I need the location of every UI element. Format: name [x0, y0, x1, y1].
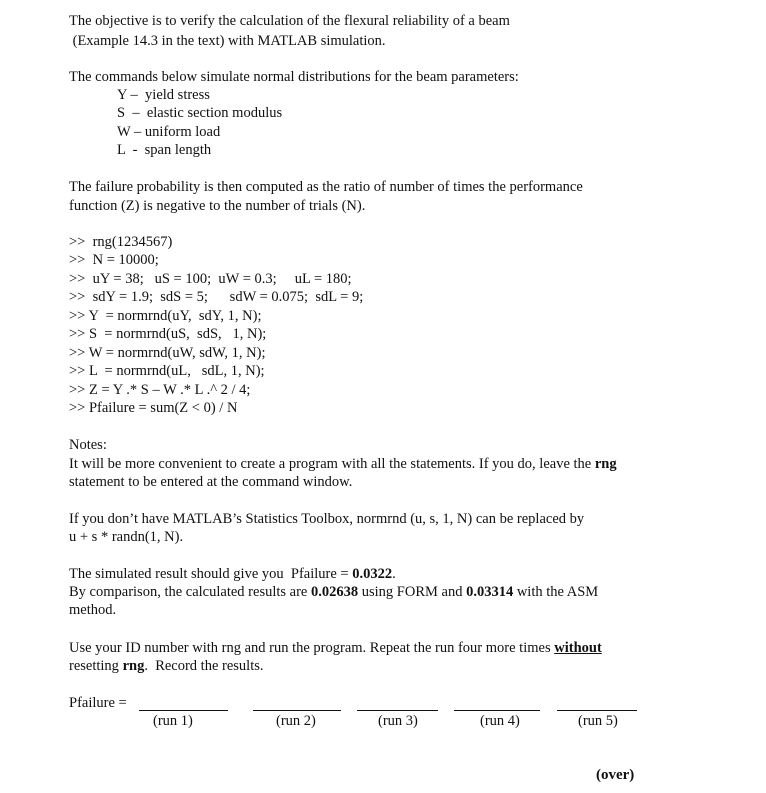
- run-3-label: (run 3): [378, 713, 418, 729]
- code-line: >> uY = 38; uS = 100; uW = 0.3; uL = 180;: [69, 271, 352, 287]
- param-span-length: L - span length: [117, 142, 212, 158]
- code-line: >> W = normrnd(uW, sdW, 1, N);: [69, 345, 266, 361]
- notes-heading: Notes:: [69, 437, 107, 453]
- run-2-label: (run 2): [276, 713, 316, 729]
- result-line-2-mid: using FORM and: [358, 584, 467, 600]
- intro-line-2: (Example 14.3 in the text) with MATLAB simulation.: [69, 33, 386, 49]
- without-underlined: without: [554, 640, 602, 656]
- result-line-1-text: The simulated result should give you Pfailure =: [69, 566, 353, 582]
- run-5-label: (run 5): [578, 713, 618, 729]
- code-line: >> N = 10000;: [69, 252, 159, 268]
- result-line-3: method.: [69, 602, 117, 618]
- instructions-line-1-text: Use your ID number with rng and run the program. Repeat the run four more times: [69, 640, 555, 656]
- pfailure-label: Pfailure =: [69, 695, 127, 711]
- run-1-blank[interactable]: [139, 710, 228, 711]
- code-line: >> S = normrnd(uS, sdS, 1, N);: [69, 326, 267, 342]
- code-line: >> Pfailure = sum(Z < 0) / N: [69, 400, 238, 416]
- failure-text-line-1: The failure probability is then computed as the ratio of number of times the performance: [69, 179, 583, 195]
- run-4-blank[interactable]: [454, 710, 540, 711]
- commands-intro: The commands below simulate normal distributions for the beam parameters:: [69, 69, 519, 85]
- run-2-blank[interactable]: [253, 710, 341, 711]
- instructions-rng-bold: rng: [122, 658, 145, 674]
- pfailure-expected-value: 0.0322: [352, 566, 393, 582]
- code-line: >> L = normrnd(uL, sdL, 1, N);: [69, 363, 265, 379]
- result-line-1-period: .: [392, 566, 396, 582]
- code-line: >> sdY = 1.9; sdS = 5; sdW = 0.075; sdL = 9;: [69, 289, 364, 305]
- run-3-blank[interactable]: [357, 710, 438, 711]
- instructions-line-2-text: resetting: [69, 658, 123, 674]
- failure-text-line-2: function (Z) is negative to the number of trials (N).: [69, 198, 366, 214]
- code-line: >> rng(1234567): [69, 234, 173, 250]
- param-yield-stress: Y – yield stress: [117, 87, 210, 103]
- instructions-line-2-end: . Record the results.: [144, 658, 264, 674]
- param-section-modulus: S – elastic section modulus: [117, 105, 283, 121]
- result-line-2-text: By comparison, the calculated results are: [69, 584, 311, 600]
- instructions-line-2: [69, 657, 264, 675]
- result-line-2: [69, 583, 598, 601]
- toolbox-line-1: If you don’t have MATLAB’s Statistics Toolbox, normrnd (u, s, 1, N) can be replaced by: [69, 511, 585, 527]
- code-line: >> Z = Y .* S – W .* L .^ 2 / 4;: [69, 382, 251, 398]
- intro-line-1: The objective is to verify the calculation of the flexural reliability of a beam: [69, 13, 510, 29]
- notes-line-1: [69, 455, 617, 473]
- notes-line-2: statement to be entered at the command window.: [69, 474, 353, 490]
- over-note: (over): [596, 767, 635, 783]
- notes-rng-bold: rng: [594, 456, 617, 472]
- run-5-blank[interactable]: [557, 710, 637, 711]
- code-line: >> Y = normrnd(uY, sdY, 1, N);: [69, 308, 262, 324]
- run-4-label: (run 4): [480, 713, 520, 729]
- form-value: 0.02638: [310, 584, 359, 600]
- param-uniform-load: W – uniform load: [117, 124, 221, 140]
- result-line-1: [69, 565, 396, 583]
- notes-line-1-text: It will be more convenient to create a program with all the statements. If you do, leave the: [69, 456, 595, 472]
- toolbox-line-2: u + s * randn(1, N).: [69, 529, 184, 545]
- run-1-label: (run 1): [153, 713, 193, 729]
- asm-value: 0.03314: [466, 584, 514, 600]
- instructions-line-1: [69, 639, 602, 657]
- result-line-2-end: with the ASM: [513, 584, 599, 600]
